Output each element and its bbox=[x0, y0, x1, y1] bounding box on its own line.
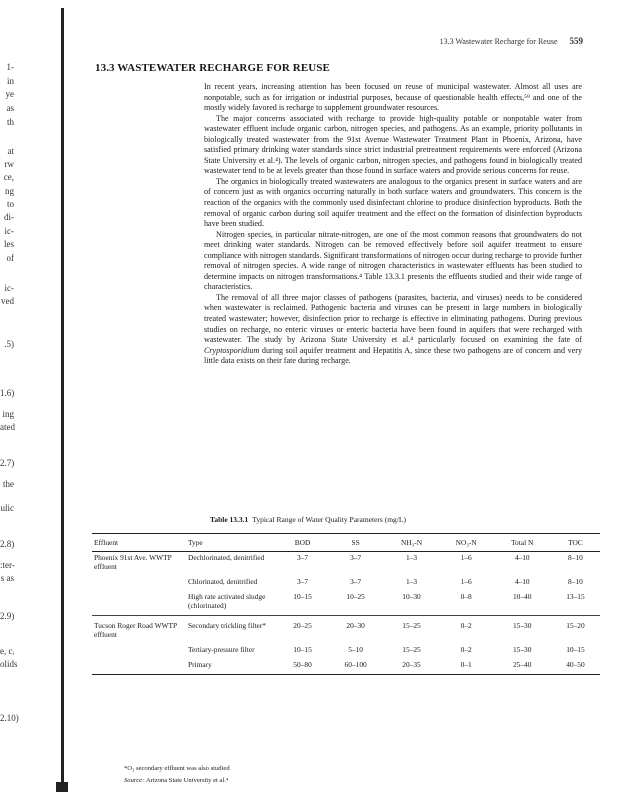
margin-fragment: :ter- bbox=[0, 560, 15, 570]
page-binding-edge bbox=[61, 8, 64, 792]
table-cell: 4–10 bbox=[514, 553, 530, 562]
table-cell: 20–30 bbox=[346, 621, 365, 630]
table-cell: 5–10 bbox=[348, 645, 363, 654]
italic-term: Cryptosporidium bbox=[204, 345, 260, 355]
margin-fragment: 1.6) bbox=[0, 388, 15, 398]
col-type: Type bbox=[186, 534, 278, 552]
table-cell: 0–2 bbox=[460, 621, 472, 630]
col-total-n: Total N bbox=[494, 534, 551, 552]
table-cell: Primary bbox=[186, 659, 278, 675]
paragraph-5: The removal of all three major classes of pathogens (parasites, bacteria, and viruses) needs to be considered when wastewater is reclaimed. Pathogenic bacteria and viruses can be present in large numbers in biologically treated wastewater; however, disinfection prior to recharge is effective in eliminating pathogens. During previous studies on recharge, no enteric viruses or enteric bacteria have been found in aquifers that were recharged with wastewater. The study by Arizona State University et al.⁴ particularly focused on examining the fate of Cryptosporidium during soil aquifer treatment and Hepatitis A, since these two pathogens are of concern and very little data exists on their fate during recharge. bbox=[204, 292, 582, 366]
table-cell: 15–25 bbox=[402, 645, 421, 654]
margin-fragment: ulic bbox=[0, 503, 14, 513]
table-cell: 10–40 bbox=[494, 591, 551, 616]
table-row bbox=[92, 552, 600, 577]
table-cell: 8–10 bbox=[568, 577, 583, 586]
running-title: 13.3 Wastewater Recharge for Reuse bbox=[439, 37, 558, 46]
margin-fragment: olids bbox=[0, 659, 18, 669]
margin-fragment: s as bbox=[0, 573, 14, 583]
table-cell bbox=[92, 576, 186, 591]
col-no3n: NO₃-N bbox=[439, 534, 494, 552]
margin-fragment: ye bbox=[5, 89, 14, 99]
table-cell: 3–7 bbox=[350, 577, 362, 586]
table-caption bbox=[210, 515, 590, 524]
margin-fragment: at bbox=[7, 146, 14, 156]
table-cell: 20–35 bbox=[384, 659, 439, 675]
table-cell: 60–100 bbox=[327, 659, 384, 675]
table-footnote: *O₃ secondary effluent was also studied bbox=[124, 765, 230, 772]
table-cell: 13–15 bbox=[551, 591, 600, 616]
table-cell: 10–15 bbox=[566, 645, 585, 654]
table-cell: 10–15 bbox=[293, 645, 312, 654]
table-cell: 20–25 bbox=[293, 621, 312, 630]
table-cell: 10–30 bbox=[384, 591, 439, 616]
table-cell: 3–7 bbox=[296, 553, 309, 562]
table-row bbox=[92, 576, 600, 591]
margin-fragment: e, cᵢ bbox=[0, 646, 14, 656]
table-cell: 3–7 bbox=[350, 553, 362, 562]
margin-fragment: as bbox=[6, 103, 14, 113]
body-text bbox=[204, 82, 582, 367]
table-cell: 10–15 bbox=[278, 591, 327, 616]
table-cell: 1–6 bbox=[460, 553, 472, 562]
source-text: Arizona State University et al.⁴ bbox=[145, 777, 229, 784]
margin-fragment: ng bbox=[5, 186, 14, 196]
table-cell: Phoenix 91st Ave. WWTP effluent bbox=[94, 553, 172, 571]
source-label: Source: bbox=[124, 777, 145, 784]
margin-fragment: ated bbox=[0, 422, 15, 432]
col-effluent: Effluent bbox=[92, 534, 186, 552]
paragraph-2: The major concerns associated with recharge to provide high-quality potable or nonpotable water from wastewater effluent include organic carbon, nitrogen species, and pathogens. As an example, priority pollutants in biologically treated wastewater from the 91st Avenue Wastewater Treatment Plant in Phoenix, Arizona, have satisfied primary drinking water standards since strict industrial pretreatment requirements were enforced (Arizona State University et al.⁴). The levels of organic carbon, nitrogen species, and pathogens found in biologically treated wastewater tend to be at levels greater than those found in surface waters and provide serious concerns for reuse. bbox=[204, 113, 582, 176]
table-cell: Secondary trickling filter* bbox=[188, 621, 266, 630]
table-cell: 4–10 bbox=[514, 577, 530, 586]
table-row bbox=[92, 616, 600, 645]
table-cell: 15–25 bbox=[402, 621, 421, 630]
col-toc: TOC bbox=[551, 534, 600, 552]
table-cell: 0–2 bbox=[460, 645, 472, 654]
table-cell: Dechlorinated, denitrified bbox=[188, 553, 265, 562]
table-row bbox=[92, 659, 600, 675]
table-cell: 40–50 bbox=[551, 659, 600, 675]
margin-fragment: th bbox=[6, 117, 14, 127]
table-cell: 15–20 bbox=[566, 621, 585, 630]
col-ss: SS bbox=[327, 534, 384, 552]
table-cell: 50–80 bbox=[278, 659, 327, 675]
table-row bbox=[92, 591, 600, 616]
table-cell: 1–6 bbox=[460, 577, 472, 586]
table-cell: 1–3 bbox=[405, 577, 418, 586]
water-quality-table bbox=[92, 533, 600, 675]
table-cell: 15–30 bbox=[512, 621, 532, 630]
margin-fragment: ce, bbox=[3, 172, 14, 182]
margin-fragment: 2.8) bbox=[0, 539, 15, 549]
paragraph-1: In recent years, increasing attention has been focused on reuse of municipal wastewater. Almost all uses are nonpotable, such as for irrigation or industrial purposes, because of questionable health effects,⁵⁹ and one of the mostly widely favored is recharge to supplement groundwater resources. bbox=[204, 82, 582, 113]
table-cell: 0–1 bbox=[439, 659, 494, 675]
table-cell bbox=[92, 644, 186, 659]
margin-fragment: di- bbox=[4, 212, 14, 222]
table-cell: Tucson Roger Road WWTP effluent bbox=[94, 621, 177, 639]
margin-fragment: 2.10) bbox=[0, 713, 19, 723]
table-number: Table 13.3.1 bbox=[210, 515, 249, 524]
margin-fragment: 1- bbox=[6, 62, 14, 72]
table-cell bbox=[92, 659, 186, 675]
page-binding-base bbox=[56, 782, 68, 792]
table-cell: 0–8 bbox=[439, 591, 494, 616]
table-cell: 8–10 bbox=[568, 553, 583, 562]
margin-fragment: of bbox=[6, 253, 14, 263]
table-cell: 10–25 bbox=[327, 591, 384, 616]
margin-fragment: .5) bbox=[4, 339, 14, 349]
margin-fragment: les bbox=[4, 239, 14, 249]
table-cell bbox=[92, 591, 186, 616]
table-cell: 15–30 bbox=[512, 645, 532, 654]
margin-fragment: the bbox=[3, 479, 14, 489]
paragraph-3: The organics in biologically treated wastewaters are analogous to the organics present in surface waters and are of concern just as with organics occurring naturally in both surface waters and groundwaters. This concern is the reaction of the organics with the commonly used disinfectant chlorine to produce disinfection byproducts. Both the removal of organic carbon during soil aquifer treatment and the effect on the formation of disinfection byproducts have been studied. bbox=[204, 176, 582, 229]
page-number: 559 bbox=[569, 36, 583, 46]
margin-fragment: in bbox=[6, 76, 14, 86]
table-body bbox=[92, 552, 600, 675]
margin-fragment: ic- bbox=[4, 283, 14, 293]
table-header-row bbox=[92, 534, 600, 552]
running-header bbox=[440, 36, 583, 46]
margin-fragment: ing bbox=[2, 409, 14, 419]
margin-fragment: 2.9) bbox=[0, 611, 15, 621]
paragraph-4: Nitrogen species, in particular nitrate-nitrogen, are one of the most common reasons that groundwaters do not meet drinking water standards. Nitrogen can be removed effectively before soil aquifer treatment to ensure compliance with nitrogen standards. Significant transformations of nitrogen occur during recharge to provide further removal of nitrogen species. A wide range of nitrogen characteristics in wastewater effluents has been studied to determine impacts on nitrogen transformations.⁴ Table 13.3.1 presents the effluents studied and their wide range of characteristics. bbox=[204, 229, 582, 292]
table-cell: Chlorinated, denitrified bbox=[188, 577, 258, 586]
col-nh3n: NH₃-N bbox=[384, 534, 439, 552]
margin-fragment: ved bbox=[1, 296, 14, 306]
table-cell: 3–7 bbox=[296, 577, 309, 586]
margin-fragment: to bbox=[6, 199, 14, 209]
margin-fragment: ic- bbox=[4, 226, 14, 236]
col-bod: BOD bbox=[278, 534, 327, 552]
table-cell: High rate activated sludge (chlorinated) bbox=[186, 591, 278, 616]
margin-fragment: 2.7) bbox=[0, 458, 15, 468]
table-title: Typical Range of Water Quality Parameters (mg/L) bbox=[252, 515, 406, 524]
section-title: 13.3 WASTEWATER RECHARGE FOR REUSE bbox=[95, 62, 330, 74]
table-cell: 25–40 bbox=[494, 659, 551, 675]
table-cell: Tertiary-pressure filter bbox=[188, 645, 255, 654]
margin-fragment: rw bbox=[4, 159, 14, 169]
table-row bbox=[92, 644, 600, 659]
table-cell: 1–3 bbox=[405, 553, 418, 562]
table-source bbox=[124, 777, 424, 784]
